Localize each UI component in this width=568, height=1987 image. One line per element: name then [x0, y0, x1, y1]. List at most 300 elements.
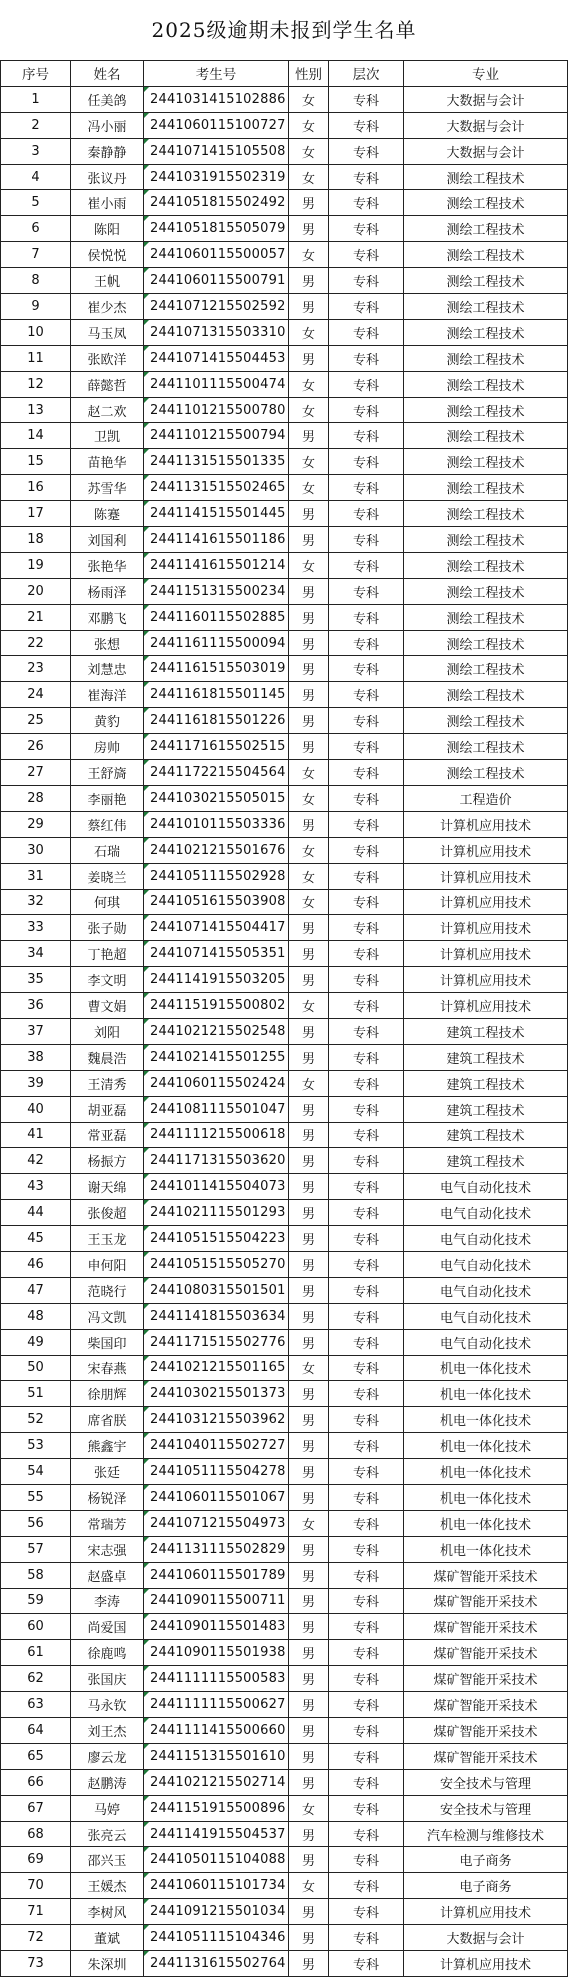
cell-name: 熊鑫宇	[71, 1433, 144, 1459]
cell-exam-id: 2441171515502776	[144, 1329, 289, 1355]
cell-gender: 男	[289, 1174, 329, 1200]
cell-gender: 男	[289, 578, 329, 604]
cell-gender: 女	[289, 112, 329, 138]
cell-gender: 女	[289, 1510, 329, 1536]
cell-exam-id: 2441131115502829	[144, 1536, 289, 1562]
cell-major: 电气自动化技术	[404, 1226, 568, 1252]
cell-name: 刘王杰	[71, 1718, 144, 1744]
table-row	[1, 1070, 568, 1096]
cell-major: 计算机应用技术	[404, 993, 568, 1019]
cell-level: 专科	[329, 1459, 404, 1485]
cell-major: 大数据与会计	[404, 138, 568, 164]
cell-level: 专科	[329, 449, 404, 475]
cell-gender: 男	[289, 915, 329, 941]
cell-exam-id: 2441031915502319	[144, 164, 289, 190]
cell-gender: 男	[289, 1718, 329, 1744]
cell-no: 49	[1, 1329, 71, 1355]
cell-gender: 男	[289, 345, 329, 371]
cell-no: 18	[1, 527, 71, 553]
table-row	[1, 578, 568, 604]
cell-level: 专科	[329, 1847, 404, 1873]
table-row	[1, 319, 568, 345]
cell-level: 专科	[329, 552, 404, 578]
cell-level: 专科	[329, 1795, 404, 1821]
cell-name: 张子勋	[71, 915, 144, 941]
table-row	[1, 294, 568, 320]
cell-level: 专科	[329, 1640, 404, 1666]
header-name: 姓名	[71, 61, 144, 87]
cell-major: 测绘工程技术	[404, 268, 568, 294]
cell-gender: 男	[289, 1251, 329, 1277]
cell-name: 徐鹿鸣	[71, 1640, 144, 1666]
cell-exam-id: 2441060115501067	[144, 1484, 289, 1510]
cell-level: 专科	[329, 604, 404, 630]
cell-no: 6	[1, 216, 71, 242]
cell-major: 建筑工程技术	[404, 1018, 568, 1044]
cell-gender: 男	[289, 1588, 329, 1614]
cell-level: 专科	[329, 1433, 404, 1459]
cell-exam-id: 2441090115500711	[144, 1588, 289, 1614]
cell-gender: 男	[289, 216, 329, 242]
cell-level: 专科	[329, 475, 404, 501]
cell-exam-id: 2441151915500802	[144, 993, 289, 1019]
cell-gender: 男	[289, 967, 329, 993]
table-row	[1, 656, 568, 682]
cell-exam-id: 2441172215504564	[144, 760, 289, 786]
cell-no: 4	[1, 164, 71, 190]
cell-exam-id: 2441051515505270	[144, 1251, 289, 1277]
cell-major: 建筑工程技术	[404, 1148, 568, 1174]
cell-name: 席省朕	[71, 1407, 144, 1433]
cell-name: 谢天绵	[71, 1174, 144, 1200]
cell-level: 专科	[329, 242, 404, 268]
cell-gender: 男	[289, 630, 329, 656]
table-row	[1, 863, 568, 889]
cell-level: 专科	[329, 501, 404, 527]
cell-major: 煤矿智能开采技术	[404, 1718, 568, 1744]
cell-gender: 男	[289, 1096, 329, 1122]
cell-exam-id: 2441021415501255	[144, 1044, 289, 1070]
cell-no: 15	[1, 449, 71, 475]
cell-gender: 女	[289, 86, 329, 112]
cell-name: 何琪	[71, 889, 144, 915]
cell-gender: 男	[289, 1277, 329, 1303]
cell-level: 专科	[329, 268, 404, 294]
cell-gender: 男	[289, 941, 329, 967]
cell-name: 冯文凯	[71, 1303, 144, 1329]
table-row	[1, 1484, 568, 1510]
header-no: 序号	[1, 61, 71, 87]
cell-gender: 女	[289, 837, 329, 863]
cell-no: 1	[1, 86, 71, 112]
cell-major: 计算机应用技术	[404, 889, 568, 915]
cell-gender: 男	[289, 501, 329, 527]
cell-no: 54	[1, 1459, 71, 1485]
cell-exam-id: 2441021215502548	[144, 1018, 289, 1044]
cell-gender: 男	[289, 1200, 329, 1226]
table-row	[1, 1588, 568, 1614]
cell-gender: 男	[289, 1329, 329, 1355]
cell-name: 杨振方	[71, 1148, 144, 1174]
table-row	[1, 86, 568, 112]
cell-exam-id: 2441010115503336	[144, 811, 289, 837]
cell-level: 专科	[329, 397, 404, 423]
table-row	[1, 1795, 568, 1821]
cell-major: 电气自动化技术	[404, 1251, 568, 1277]
cell-no: 11	[1, 345, 71, 371]
cell-name: 廖云龙	[71, 1743, 144, 1769]
table-row	[1, 1769, 568, 1795]
cell-no: 21	[1, 604, 71, 630]
cell-exam-id: 2441090115501938	[144, 1640, 289, 1666]
cell-name: 董斌	[71, 1925, 144, 1951]
cell-no: 46	[1, 1251, 71, 1277]
cell-no: 51	[1, 1381, 71, 1407]
cell-major: 机电一体化技术	[404, 1355, 568, 1381]
cell-no: 24	[1, 682, 71, 708]
cell-level: 专科	[329, 760, 404, 786]
cell-major: 汽车检测与维修技术	[404, 1821, 568, 1847]
cell-exam-id: 2441071415505351	[144, 941, 289, 967]
cell-gender: 女	[289, 1795, 329, 1821]
cell-no: 20	[1, 578, 71, 604]
cell-no: 60	[1, 1614, 71, 1640]
cell-exam-id: 2441111115500627	[144, 1692, 289, 1718]
cell-level: 专科	[329, 734, 404, 760]
cell-exam-id: 2441161115500094	[144, 630, 289, 656]
cell-no: 62	[1, 1666, 71, 1692]
cell-level: 专科	[329, 1588, 404, 1614]
cell-name: 邵兴玉	[71, 1847, 144, 1873]
cell-exam-id: 2441151315501610	[144, 1743, 289, 1769]
cell-major: 工程造价	[404, 785, 568, 811]
table-row	[1, 1226, 568, 1252]
cell-exam-id: 2441131515502465	[144, 475, 289, 501]
cell-level: 专科	[329, 941, 404, 967]
cell-name: 王帆	[71, 268, 144, 294]
cell-name: 苏雪华	[71, 475, 144, 501]
cell-level: 专科	[329, 1277, 404, 1303]
cell-name: 徐朋辉	[71, 1381, 144, 1407]
cell-no: 38	[1, 1044, 71, 1070]
cell-no: 8	[1, 268, 71, 294]
cell-name: 朱深圳	[71, 1951, 144, 1977]
cell-gender: 女	[289, 449, 329, 475]
table-row	[1, 216, 568, 242]
cell-exam-id: 2441080315501501	[144, 1277, 289, 1303]
cell-no: 65	[1, 1743, 71, 1769]
cell-level: 专科	[329, 164, 404, 190]
cell-major: 煤矿智能开采技术	[404, 1562, 568, 1588]
cell-level: 专科	[329, 112, 404, 138]
cell-exam-id: 2441101215500794	[144, 423, 289, 449]
cell-level: 专科	[329, 889, 404, 915]
cell-major: 机电一体化技术	[404, 1381, 568, 1407]
cell-gender: 男	[289, 604, 329, 630]
cell-level: 专科	[329, 1407, 404, 1433]
cell-gender: 男	[289, 1381, 329, 1407]
table-row	[1, 1510, 568, 1536]
header-exam-id: 考生号	[144, 61, 289, 87]
cell-no: 66	[1, 1769, 71, 1795]
cell-exam-id: 2441031215503962	[144, 1407, 289, 1433]
cell-major: 电子商务	[404, 1873, 568, 1899]
cell-major: 测绘工程技术	[404, 527, 568, 553]
cell-name: 张国庆	[71, 1666, 144, 1692]
cell-major: 机电一体化技术	[404, 1536, 568, 1562]
table-row	[1, 242, 568, 268]
cell-name: 王玉龙	[71, 1226, 144, 1252]
cell-no: 58	[1, 1562, 71, 1588]
cell-exam-id: 2441060115100727	[144, 112, 289, 138]
table-row	[1, 268, 568, 294]
cell-level: 专科	[329, 1096, 404, 1122]
cell-level: 专科	[329, 967, 404, 993]
cell-name: 赵二欢	[71, 397, 144, 423]
cell-name: 张艳华	[71, 552, 144, 578]
cell-no: 41	[1, 1122, 71, 1148]
cell-major: 测绘工程技术	[404, 319, 568, 345]
cell-major: 煤矿智能开采技术	[404, 1666, 568, 1692]
cell-major: 机电一体化技术	[404, 1407, 568, 1433]
cell-no: 16	[1, 475, 71, 501]
cell-gender: 男	[289, 1614, 329, 1640]
table-row	[1, 1821, 568, 1847]
table-row	[1, 1692, 568, 1718]
cell-major: 测绘工程技术	[404, 578, 568, 604]
cell-exam-id: 2441051815505079	[144, 216, 289, 242]
cell-name: 马婷	[71, 1795, 144, 1821]
cell-no: 45	[1, 1226, 71, 1252]
cell-no: 22	[1, 630, 71, 656]
table-row	[1, 112, 568, 138]
cell-gender: 女	[289, 319, 329, 345]
cell-level: 专科	[329, 423, 404, 449]
cell-major: 计算机应用技术	[404, 837, 568, 863]
cell-major: 测绘工程技术	[404, 475, 568, 501]
cell-major: 测绘工程技术	[404, 552, 568, 578]
cell-major: 电气自动化技术	[404, 1174, 568, 1200]
cell-gender: 女	[289, 552, 329, 578]
cell-name: 王清秀	[71, 1070, 144, 1096]
cell-major: 测绘工程技术	[404, 345, 568, 371]
cell-major: 建筑工程技术	[404, 1096, 568, 1122]
cell-level: 专科	[329, 190, 404, 216]
cell-exam-id: 2441171615502515	[144, 734, 289, 760]
cell-exam-id: 2441141615501186	[144, 527, 289, 553]
cell-gender: 男	[289, 1666, 329, 1692]
cell-exam-id: 2441071415105508	[144, 138, 289, 164]
table-row	[1, 1355, 568, 1381]
cell-name: 房帅	[71, 734, 144, 760]
cell-level: 专科	[329, 294, 404, 320]
cell-name: 邓鹏飞	[71, 604, 144, 630]
cell-no: 47	[1, 1277, 71, 1303]
table-row	[1, 889, 568, 915]
cell-name: 马玉凤	[71, 319, 144, 345]
cell-name: 申何阳	[71, 1251, 144, 1277]
cell-gender: 男	[289, 1122, 329, 1148]
cell-name: 李树风	[71, 1899, 144, 1925]
cell-name: 宋春燕	[71, 1355, 144, 1381]
table-row	[1, 1433, 568, 1459]
cell-major: 电气自动化技术	[404, 1200, 568, 1226]
cell-exam-id: 2441060115500057	[144, 242, 289, 268]
cell-gender: 男	[289, 1925, 329, 1951]
cell-gender: 男	[289, 1044, 329, 1070]
cell-name: 石瑞	[71, 837, 144, 863]
table-row	[1, 1407, 568, 1433]
cell-no: 35	[1, 967, 71, 993]
cell-name: 赵鹏涛	[71, 1769, 144, 1795]
cell-no: 17	[1, 501, 71, 527]
cell-major: 安全技术与管理	[404, 1795, 568, 1821]
table-header	[1, 61, 568, 87]
cell-level: 专科	[329, 656, 404, 682]
cell-name: 范晓行	[71, 1277, 144, 1303]
cell-name: 冯小丽	[71, 112, 144, 138]
table-row	[1, 552, 568, 578]
cell-exam-id: 2441021115501293	[144, 1200, 289, 1226]
table-row	[1, 138, 568, 164]
table-row	[1, 1951, 568, 1977]
cell-gender: 男	[289, 1148, 329, 1174]
cell-exam-id: 2441161815501226	[144, 708, 289, 734]
cell-name: 马永钦	[71, 1692, 144, 1718]
cell-name: 崔少杰	[71, 294, 144, 320]
cell-major: 煤矿智能开采技术	[404, 1588, 568, 1614]
cell-level: 专科	[329, 1769, 404, 1795]
cell-exam-id: 2441161515503019	[144, 656, 289, 682]
cell-level: 专科	[329, 1148, 404, 1174]
cell-major: 计算机应用技术	[404, 863, 568, 889]
cell-no: 32	[1, 889, 71, 915]
cell-major: 计算机应用技术	[404, 811, 568, 837]
cell-level: 专科	[329, 811, 404, 837]
header-major: 专业	[404, 61, 568, 87]
cell-major: 建筑工程技术	[404, 1044, 568, 1070]
cell-name: 曹文娟	[71, 993, 144, 1019]
cell-major: 建筑工程技术	[404, 1070, 568, 1096]
cell-exam-id: 2441081115501047	[144, 1096, 289, 1122]
cell-major: 测绘工程技术	[404, 423, 568, 449]
cell-gender: 男	[289, 811, 329, 837]
cell-no: 67	[1, 1795, 71, 1821]
table-row	[1, 1899, 568, 1925]
cell-gender: 男	[289, 1433, 329, 1459]
cell-gender: 女	[289, 1355, 329, 1381]
cell-major: 计算机应用技术	[404, 1951, 568, 1977]
table-row	[1, 1044, 568, 1070]
cell-major: 大数据与会计	[404, 1925, 568, 1951]
cell-gender: 男	[289, 1640, 329, 1666]
cell-exam-id: 2441051515504223	[144, 1226, 289, 1252]
cell-gender: 男	[289, 656, 329, 682]
cell-name: 陈阳	[71, 216, 144, 242]
cell-level: 专科	[329, 1200, 404, 1226]
cell-exam-id: 2441071315503310	[144, 319, 289, 345]
cell-exam-id: 2441171315503620	[144, 1148, 289, 1174]
cell-name: 张俊超	[71, 1200, 144, 1226]
cell-level: 专科	[329, 319, 404, 345]
cell-major: 建筑工程技术	[404, 1122, 568, 1148]
cell-name: 薛懿哲	[71, 371, 144, 397]
cell-name: 崔小雨	[71, 190, 144, 216]
cell-no: 53	[1, 1433, 71, 1459]
cell-exam-id: 2441051815502492	[144, 190, 289, 216]
cell-level: 专科	[329, 1925, 404, 1951]
cell-level: 专科	[329, 708, 404, 734]
table-row	[1, 190, 568, 216]
cell-level: 专科	[329, 1381, 404, 1407]
cell-level: 专科	[329, 1821, 404, 1847]
cell-exam-id: 2441160115502885	[144, 604, 289, 630]
cell-gender: 女	[289, 475, 329, 501]
cell-name: 黄豹	[71, 708, 144, 734]
cell-exam-id: 2441111115500583	[144, 1666, 289, 1692]
cell-name: 张想	[71, 630, 144, 656]
table-row	[1, 941, 568, 967]
cell-level: 专科	[329, 682, 404, 708]
cell-exam-id: 2441091215501034	[144, 1899, 289, 1925]
cell-no: 2	[1, 112, 71, 138]
cell-exam-id: 2441071415504453	[144, 345, 289, 371]
cell-no: 71	[1, 1899, 71, 1925]
cell-major: 煤矿智能开采技术	[404, 1614, 568, 1640]
cell-name: 蔡红伟	[71, 811, 144, 837]
cell-level: 专科	[329, 1355, 404, 1381]
cell-exam-id: 2441030215501373	[144, 1381, 289, 1407]
cell-name: 杨锐泽	[71, 1484, 144, 1510]
cell-major: 测绘工程技术	[404, 656, 568, 682]
cell-name: 张议丹	[71, 164, 144, 190]
cell-exam-id: 2441101115500474	[144, 371, 289, 397]
table-row	[1, 682, 568, 708]
cell-major: 测绘工程技术	[404, 449, 568, 475]
cell-level: 专科	[329, 993, 404, 1019]
cell-exam-id: 2441090115501483	[144, 1614, 289, 1640]
cell-gender: 男	[289, 1018, 329, 1044]
cell-no: 37	[1, 1018, 71, 1044]
cell-no: 14	[1, 423, 71, 449]
cell-major: 测绘工程技术	[404, 501, 568, 527]
table-row	[1, 604, 568, 630]
cell-level: 专科	[329, 1303, 404, 1329]
cell-no: 59	[1, 1588, 71, 1614]
cell-no: 33	[1, 915, 71, 941]
cell-no: 36	[1, 993, 71, 1019]
cell-gender: 男	[289, 1407, 329, 1433]
cell-level: 专科	[329, 1251, 404, 1277]
table-row	[1, 1925, 568, 1951]
cell-no: 5	[1, 190, 71, 216]
cell-gender: 男	[289, 1484, 329, 1510]
cell-name: 常瑞芳	[71, 1510, 144, 1536]
cell-gender: 女	[289, 242, 329, 268]
table-row	[1, 1381, 568, 1407]
cell-exam-id: 2441111415500660	[144, 1718, 289, 1744]
cell-no: 43	[1, 1174, 71, 1200]
cell-level: 专科	[329, 1174, 404, 1200]
cell-name: 刘国利	[71, 527, 144, 553]
table-row	[1, 1614, 568, 1640]
cell-level: 专科	[329, 1484, 404, 1510]
cell-gender: 男	[289, 423, 329, 449]
cell-level: 专科	[329, 915, 404, 941]
table-row	[1, 449, 568, 475]
cell-no: 48	[1, 1303, 71, 1329]
table-body	[1, 86, 568, 1976]
